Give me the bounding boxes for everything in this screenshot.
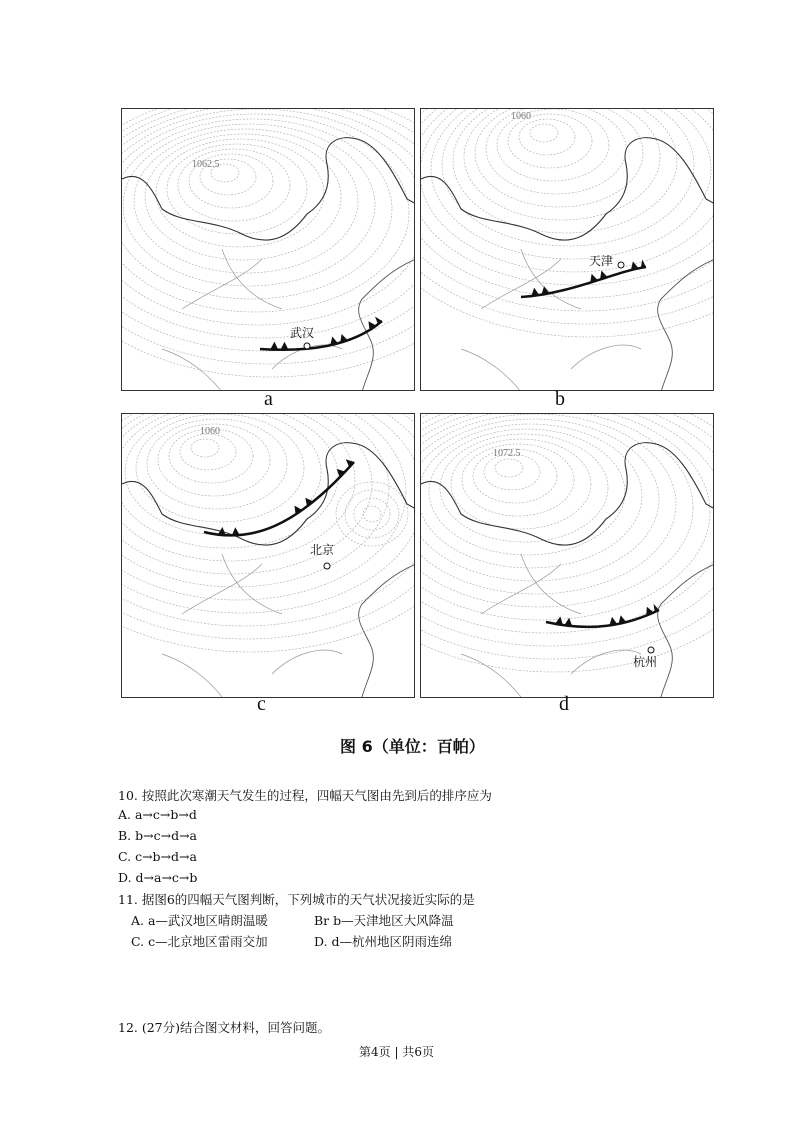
map-d-drawing bbox=[421, 414, 713, 697]
cold-front-triangle bbox=[555, 617, 563, 626]
country-border bbox=[122, 138, 414, 240]
city-marker-icon bbox=[648, 647, 654, 653]
isobar bbox=[421, 414, 713, 672]
question-10-option-a: A. a→c→b→d bbox=[118, 807, 197, 822]
isobar bbox=[122, 414, 414, 613]
isobar bbox=[421, 414, 713, 646]
isobar bbox=[122, 414, 406, 600]
cold-front-triangle bbox=[531, 288, 539, 296]
question-10-option-c: C. c→b→d→a bbox=[118, 849, 197, 864]
province-border bbox=[162, 249, 342, 390]
isobar bbox=[495, 459, 523, 477]
city-marker-icon bbox=[324, 563, 330, 569]
isobar bbox=[145, 134, 341, 260]
isobar-low bbox=[363, 506, 381, 522]
isobar bbox=[122, 414, 389, 587]
weather-map-b bbox=[420, 108, 714, 391]
isobar bbox=[122, 414, 355, 561]
isobar bbox=[421, 414, 713, 633]
isobar-low bbox=[336, 482, 408, 546]
map-c-drawing bbox=[122, 414, 414, 697]
weather-map-d bbox=[420, 413, 714, 698]
map-label-b: b bbox=[555, 388, 565, 410]
isobar bbox=[123, 124, 375, 286]
pressure-label: 1060 bbox=[511, 111, 531, 122]
coastline bbox=[359, 259, 414, 390]
city-marker-icon bbox=[304, 343, 310, 349]
isobar bbox=[122, 414, 414, 639]
isobar bbox=[134, 129, 358, 273]
isobar bbox=[122, 414, 414, 652]
city-marker-icon bbox=[618, 262, 624, 268]
isobar bbox=[421, 109, 713, 272]
province-border bbox=[461, 249, 641, 390]
isobar bbox=[429, 429, 625, 555]
question-11-option-d: D. d—杭州地区阴雨连绵 bbox=[314, 934, 453, 949]
cold-front-line bbox=[260, 321, 382, 350]
weather-map-a bbox=[121, 108, 415, 391]
question-10-option-b: B. b→c→d→a bbox=[118, 828, 198, 843]
map-label-c: c bbox=[257, 693, 266, 715]
isobar bbox=[122, 109, 414, 377]
question-12-stem: 12. (27分)结合图文材料，回答问题。 bbox=[118, 1020, 331, 1035]
cold-front-triangle bbox=[270, 342, 278, 350]
isobar bbox=[191, 439, 219, 457]
question-11-option-c: C. c—北京地区雷雨交加 bbox=[131, 934, 268, 949]
weather-map-c bbox=[121, 413, 415, 698]
coastline bbox=[658, 259, 713, 390]
isobar bbox=[421, 109, 713, 311]
isobar bbox=[464, 109, 660, 220]
isobar bbox=[421, 414, 710, 620]
isobar bbox=[167, 144, 307, 234]
figure-caption: 图 6（单位：百帕） bbox=[340, 737, 485, 756]
question-11-option-b: Br b—天津地区大风降温 bbox=[314, 913, 454, 928]
cold-front-triangle bbox=[232, 527, 240, 535]
question-10-stem: 10. 按照此次寒潮天气发生的过程，四幅天气图由先到后的排序应为 bbox=[118, 788, 492, 803]
map-b-drawing bbox=[421, 109, 713, 390]
isobar bbox=[122, 414, 338, 548]
isobar bbox=[122, 414, 414, 626]
city-label: 武汉 bbox=[290, 326, 315, 340]
isobar bbox=[530, 124, 558, 142]
isobar bbox=[122, 109, 414, 325]
question-10-option-d: D. d→a→c→b bbox=[118, 870, 198, 885]
isobar bbox=[442, 109, 694, 246]
cold-front-triangle bbox=[564, 618, 572, 626]
city-label: 北京 bbox=[310, 543, 335, 557]
isobar bbox=[486, 109, 626, 194]
country-border bbox=[421, 443, 713, 545]
map-label-a: a bbox=[264, 388, 273, 410]
isobar bbox=[421, 109, 713, 285]
page-footer: 第4页 | 共6页 bbox=[359, 1045, 434, 1059]
pressure-label: 1062.5 bbox=[192, 159, 220, 170]
isobar bbox=[122, 114, 409, 312]
isobar bbox=[431, 109, 711, 259]
country-border bbox=[421, 138, 713, 240]
coastline bbox=[658, 564, 713, 697]
isobar-low bbox=[354, 498, 390, 530]
isobar bbox=[421, 109, 713, 337]
isobar-low bbox=[345, 490, 399, 538]
map-label-d: d bbox=[559, 693, 569, 715]
cold-front-triangle bbox=[346, 459, 354, 467]
isobar bbox=[421, 109, 713, 324]
isobar bbox=[453, 109, 677, 233]
cold-front-line bbox=[204, 462, 354, 535]
isobar bbox=[475, 109, 643, 207]
cold-front-triangle bbox=[641, 260, 646, 268]
province-border bbox=[162, 554, 342, 697]
cold-front-triangle bbox=[609, 617, 617, 626]
map-a-drawing bbox=[122, 109, 414, 390]
cold-front-triangle bbox=[281, 342, 289, 350]
isobar bbox=[440, 434, 608, 542]
pressure-label: 1072.5 bbox=[493, 448, 521, 459]
pressure-label: 1060 bbox=[200, 426, 220, 437]
isobar bbox=[451, 439, 591, 529]
isobar bbox=[421, 109, 713, 298]
isobar bbox=[156, 139, 324, 247]
question-11-option-a: A. a—武汉地区晴朗温暖 bbox=[131, 913, 268, 928]
isobar bbox=[136, 414, 304, 522]
city-label: 天津 bbox=[589, 254, 614, 268]
city-label: 杭州 bbox=[633, 655, 658, 669]
isobar bbox=[122, 109, 414, 338]
question-11-stem: 11. 据图6的四幅天气图判断，下列城市的天气状况接近实际的是 bbox=[118, 892, 475, 907]
isobar bbox=[421, 424, 642, 568]
